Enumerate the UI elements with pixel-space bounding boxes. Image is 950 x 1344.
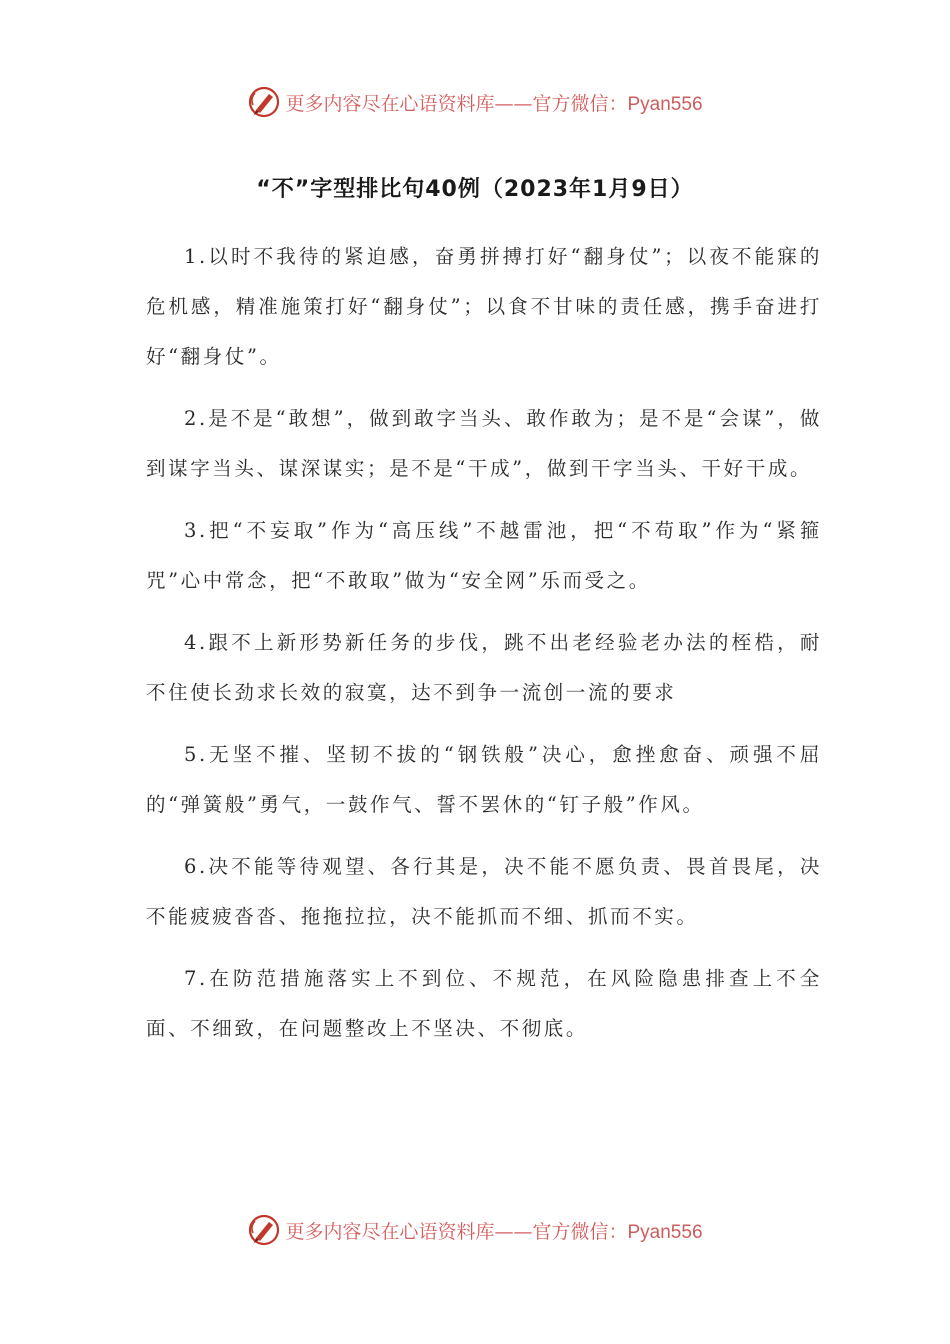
paragraph-5: 5.无坚不摧、坚韧不拔的“钢铁般”决心，愈挫愈奋、顽强不屈的“弹簧般”勇气，一鼓作气、誓不罢休的“钉子般”作风。 — [146, 743, 822, 816]
header-banner-text: 更多内容尽在心语资料库——官方微信：Pyan556 — [285, 92, 703, 115]
paragraph-7: 7.在防范措施落实上不到位、不规范，在风险隐患排查上不全面、不细致，在问题整改上不坚决、不彻底。 — [146, 967, 822, 1040]
header-wechat-id[interactable]: Pyan556 — [627, 93, 703, 115]
header-banner — [0, 80, 950, 124]
paragraph-4: 4.跟不上新形势新任务的步伐，跳不出老经验老办法的桎梏，耐不住使长劲求长效的寂寞，达不到争一流创一流的要求 — [146, 631, 822, 704]
paragraph-1: 1.以时不我待的紧迫感，奋勇拼搏打好“翻身仗”；以夜不能寐的危机感，精准施策打好“翻身仗”；以食不甘味的责任感，携手奋进打好“翻身仗”。 — [146, 245, 822, 368]
pen-logo-icon — [247, 1213, 281, 1247]
paragraph-6: 6.决不能等待观望、各行其是，决不能不愿负责、畏首畏尾，决不能疲疲沓沓、拖拖拉拉，决不能抓而不细、抓而不实。 — [146, 855, 822, 928]
footer-banner — [0, 1208, 950, 1252]
document-body — [146, 232, 822, 1066]
footer-banner-text: 更多内容尽在心语资料库——官方微信：Pyan556 — [285, 1220, 703, 1243]
footer-wechat-id[interactable]: Pyan556 — [627, 1221, 703, 1243]
pen-logo-icon — [247, 85, 281, 119]
page-title: “不”字型排比句40例（2023年1月9日） — [256, 177, 694, 202]
paragraph-2: 2.是不是“敢想”，做到敢字当头、敢作敢为；是不是“会谋”，做到谋字当头、谋深谋实；是不是“干成”，做到干字当头、干好干成。 — [146, 407, 822, 480]
paragraph-3: 3.把“不妄取”作为“高压线”不越雷池，把“不苟取”作为“紧箍咒”心中常念，把“不敢取”做为“安全网”乐而受之。 — [146, 519, 822, 592]
